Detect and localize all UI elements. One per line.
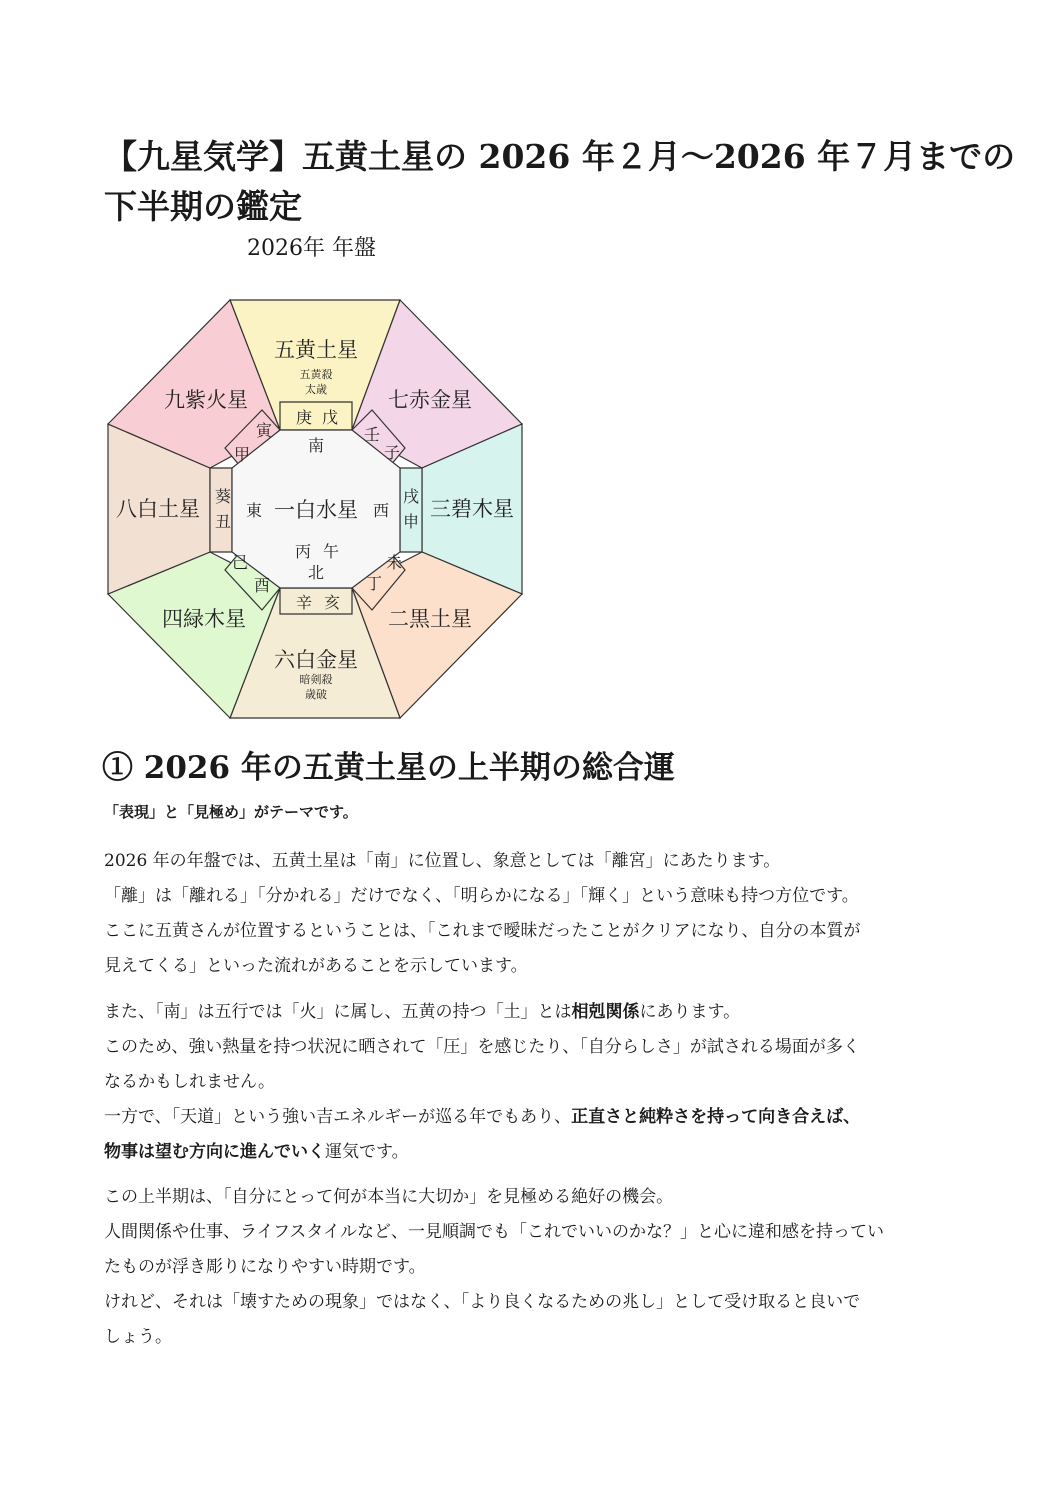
note-bottom-1: 暗剣殺 (299, 673, 333, 686)
title-line-2: 下半期の鑑定 (104, 187, 302, 226)
note-bottom-2: 歳破 (305, 688, 327, 701)
nine-star-board (100, 292, 540, 732)
paragraph-2 (104, 995, 964, 1170)
paragraph-line: この上半期は、「自分にとって何が本当に大切か」を見極める絶好の機会。 (104, 1187, 674, 1207)
zodiac-left-2: 丑 (214, 512, 232, 531)
star-left: 八白土星 (116, 497, 200, 521)
direction-north: 北 (307, 563, 325, 582)
text-run: にあります。 (639, 1002, 741, 1022)
band-top (280, 402, 352, 430)
zodiac-top-1: 庚 (295, 408, 313, 427)
paragraph-line: しょう。 (104, 1327, 172, 1347)
star-top: 五黄土星 (274, 338, 358, 362)
paragraph-line: けれど、それは「壊すための現象」ではなく、「より良くなるための兆し」として受け取ると良いで (104, 1292, 861, 1312)
paragraph-line: ここに五黄さんが位置するということは、「これまで曖昧だったことがクリアになり、自分の本質が (104, 921, 861, 941)
zodiac-right-1: 戌 (402, 487, 420, 506)
text-run: また、「南」は五行では「火」に属し、五黄の持つ「土」とは (104, 1002, 572, 1022)
paragraph-line: なるかもしれません。 (104, 1072, 276, 1092)
star-top-right: 七赤金星 (388, 388, 472, 412)
zodiac-bottom-left-2: 酉 (253, 576, 271, 595)
paragraph-3 (104, 1180, 964, 1355)
zodiac-bottom-left-1: 己 (231, 553, 249, 572)
paragraph-line: このため、強い熱量を持つ状況に晒されて「圧」を感じたり、「自分らしさ」が試される場面が多く (104, 1037, 860, 1057)
zodiac-bottom-1: 辛 (295, 593, 313, 612)
paragraph-line (104, 1100, 964, 1135)
title-line-1: 【九星気学】五黄土星の 2026 年２月～2026 年７月までの (104, 137, 1016, 176)
direction-south: 南 (307, 436, 325, 455)
bold-text: 相剋関係 (571, 1002, 640, 1022)
note-top-2: 太歳 (305, 383, 327, 396)
zodiac-left-1: 葵 (214, 487, 232, 506)
star-bottom-right: 二黒土星 (388, 607, 472, 631)
paragraph-line: 2026 年の年盤では、五黄土星は「南」に位置し、象意としては「離宮」にあたります。 (104, 851, 781, 871)
zodiac-top-left-1: 寅 (255, 421, 273, 440)
zodiac-bottom-2: 亥 (323, 593, 341, 612)
zodiac-top-right-1: 壬 (363, 425, 381, 444)
star-bottom-left: 四緑木星 (162, 607, 246, 631)
bold-text: 物事は望む方向に進んでいく (104, 1142, 325, 1162)
text-run: 一方で、「天道」という強い吉エネルギーが巡る年でもあり、 (104, 1107, 572, 1127)
zodiac-bottom-right-2: 丁 (365, 574, 383, 593)
note-top-1: 五黄殺 (299, 368, 333, 381)
band-left (210, 468, 232, 552)
zodiac-bottom-right-1: 未 (385, 553, 403, 572)
band-right (400, 468, 422, 552)
paragraph-line: たものが浮き彫りになりやすい時期です。 (104, 1257, 426, 1277)
section-heading: ① 2026 年の五黄土星の上半期の総合運 (102, 750, 675, 786)
direction-east: 東 (245, 501, 263, 520)
direction-west: 西 (372, 501, 390, 520)
zodiac-top-left-2: 甲 (233, 445, 251, 464)
board-caption: 2026年 年盤 (247, 236, 376, 261)
zodiac-top-right-2: 子 (383, 443, 401, 462)
paragraph-line: 「離」は「離れる」「分かれる」だけでなく、「明らかになる」「輝く」という意味も持つ方位です。 (104, 886, 859, 906)
star-right: 三碧木星 (430, 497, 514, 521)
center-stem: 丙 (294, 542, 312, 561)
center-star: 一白水星 (274, 498, 358, 522)
paragraph-1 (104, 844, 964, 984)
paragraph-line: 見えてくる」といった流れがあることを示しています。 (104, 956, 528, 976)
paragraph-line (104, 995, 964, 1030)
section-theme: 「表現」と「見極め」がテーマです。 (104, 803, 358, 821)
paragraph-line (104, 1135, 964, 1170)
zodiac-top-2: 戊 (321, 408, 339, 427)
page-title (104, 132, 1016, 232)
text-run: 運気です。 (325, 1142, 409, 1162)
band-bottom (280, 588, 352, 614)
star-bottom: 六白金星 (274, 648, 358, 672)
bold-text: 正直さと純粋さを持って向き合えば、 (571, 1107, 861, 1127)
paragraph-line: 人間関係や仕事、ライフスタイルなど、一見順調でも「これでいいのかな？」と心に違和感を持ってい (104, 1222, 884, 1242)
zodiac-right-2: 申 (402, 512, 420, 531)
center-branch: 午 (322, 542, 340, 561)
star-top-left: 九紫火星 (164, 388, 248, 412)
